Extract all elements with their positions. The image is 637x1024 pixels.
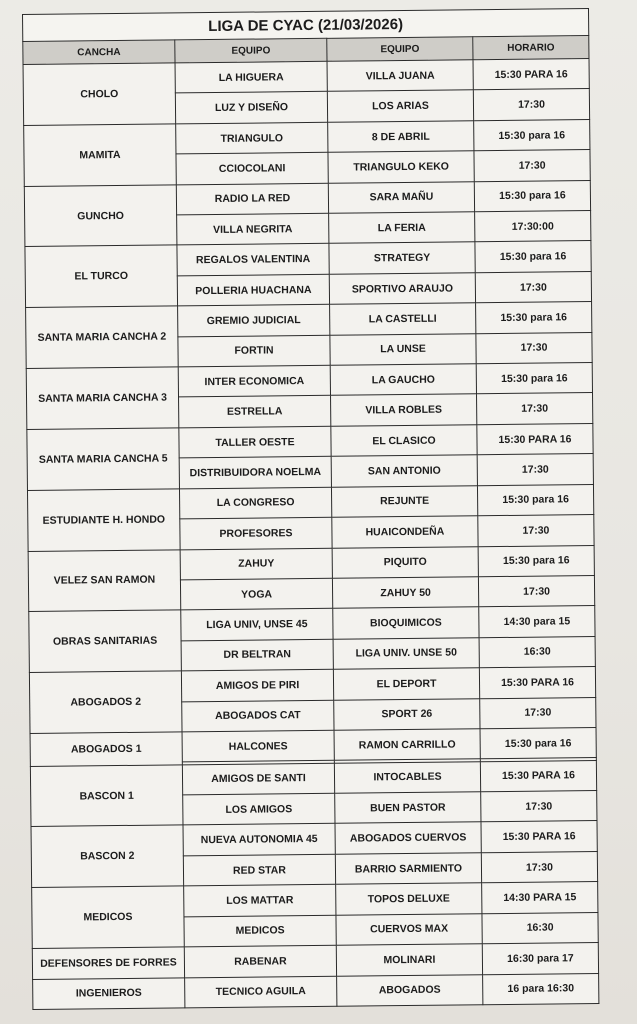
- equipo-away-cell: VILLA ROBLES: [331, 394, 477, 426]
- equipo-away-cell: BIOQUIMICOS: [333, 607, 479, 639]
- cancha-cell: SANTA MARIA CANCHA 3: [26, 367, 179, 429]
- equipo-home-cell: LUZ Y DISEÑO: [175, 92, 327, 124]
- equipo-home-cell: RABENAR: [184, 945, 336, 977]
- equipo-away-cell: SPORT 26: [334, 698, 480, 730]
- horario-cell: 15:30 para 16: [475, 241, 591, 273]
- horario-cell: 17:30: [475, 271, 591, 303]
- equipo-away-cell: LOS ARIAS: [327, 90, 473, 122]
- cancha-cell: VELEZ SAN RAMON: [28, 549, 181, 611]
- cancha-cell: BASCON 2: [31, 825, 184, 887]
- cancha-cell: SANTA MARIA CANCHA 2: [26, 306, 179, 368]
- header-horario: HORARIO: [473, 36, 589, 60]
- equipo-away-cell: CUERVOS MAX: [336, 913, 482, 945]
- equipo-away-cell: MOLINARI: [336, 944, 482, 976]
- cancha-cell: ABOGADOS 2: [29, 671, 182, 733]
- equipo-home-cell: YOGA: [180, 578, 332, 610]
- equipo-home-cell: ZAHUY: [180, 548, 332, 580]
- equipo-home-cell: ESTRELLA: [179, 396, 331, 428]
- equipo-home-cell: AMIGOS DE PIRI: [181, 669, 333, 701]
- horario-cell: 16:30: [482, 912, 598, 944]
- equipo-away-cell: BARRIO SARMIENTO: [335, 853, 481, 885]
- document-title: LIGA DE CYAC (21/03/2026): [23, 9, 589, 42]
- horario-cell: 15:30 para 16: [474, 180, 590, 212]
- cancha-cell: SANTA MARIA CANCHA 5: [27, 428, 180, 490]
- cancha-cell: MEDICOS: [32, 886, 185, 948]
- horario-cell: 14:30 para 15: [479, 606, 595, 638]
- equipo-home-cell: LA HIGUERA: [175, 61, 327, 93]
- equipo-away-cell: TRIANGULO KEKO: [328, 151, 474, 183]
- equipo-home-cell: AMIGOS DE SANTI: [182, 763, 334, 795]
- horario-cell: 17:30: [476, 332, 592, 364]
- equipo-home-cell: TALLER OESTE: [179, 426, 331, 458]
- equipo-home-cell: LOS MATTAR: [184, 885, 336, 917]
- equipo-away-cell: SAN ANTONIO: [331, 455, 477, 487]
- equipo-away-cell: HUAICONDEÑA: [332, 516, 478, 548]
- equipo-away-cell: LA CASTELLI: [330, 303, 476, 335]
- horario-cell: 15:30 PARA 16: [479, 667, 595, 699]
- table-row: [33, 973, 599, 1009]
- equipo-away-cell: STRATEGY: [329, 242, 475, 274]
- cancha-cell: ESTUDIANTE H. HONDO: [27, 489, 180, 551]
- equipo-home-cell: FORTIN: [178, 335, 330, 367]
- horario-cell: 15:30 para 16: [474, 119, 590, 151]
- schedule-table: [22, 8, 599, 1010]
- equipo-home-cell: LOS AMIGOS: [183, 793, 335, 825]
- horario-cell: 16:30: [479, 636, 595, 668]
- equipo-away-cell: ABOGADOS: [337, 974, 483, 1006]
- horario-cell: 17:30:00: [475, 211, 591, 243]
- equipo-home-cell: VILLA NEGRITA: [177, 213, 329, 245]
- equipo-home-cell: NUEVA AUTONOMIA 45: [183, 824, 335, 856]
- equipo-away-cell: REJUNTE: [331, 485, 477, 517]
- horario-cell: 15:30 PARA 16: [481, 821, 597, 853]
- cancha-cell: DEFENSORES DE FORRES: [32, 947, 184, 979]
- cancha-cell: ABOGADOS 1: [30, 732, 182, 766]
- equipo-away-cell: LA GAUCHO: [330, 364, 476, 396]
- equipo-away-cell: SARA MAÑU: [328, 181, 474, 213]
- cancha-cell: BASCON 1: [30, 765, 183, 827]
- header-cancha: CANCHA: [23, 40, 175, 65]
- horario-cell: 15:30 PARA 16: [473, 59, 589, 91]
- equipo-away-cell: PIQUITO: [332, 546, 478, 578]
- equipo-away-cell: ZAHUY 50: [332, 577, 478, 609]
- horario-cell: 15:30 para 16: [476, 363, 592, 395]
- horario-cell: 15:30 para 16: [480, 727, 596, 759]
- equipo-away-cell: RAMON CARRILLO: [334, 729, 480, 761]
- cancha-cell: GUNCHO: [24, 185, 177, 247]
- equipo-home-cell: MEDICOS: [184, 915, 336, 947]
- horario-cell: 17:30: [473, 89, 589, 121]
- equipo-home-cell: TECNICO AGUILA: [185, 976, 337, 1008]
- equipo-home-cell: LA CONGRESO: [179, 487, 331, 519]
- horario-cell: 14:30 PARA 15: [482, 882, 598, 914]
- horario-cell: 16:30 para 17: [482, 943, 598, 975]
- header-equipo-2: EQUIPO: [327, 37, 473, 62]
- schedule-body: [23, 59, 599, 1010]
- equipo-away-cell: TOPOS DELUXE: [336, 883, 482, 915]
- horario-cell: 17:30: [474, 150, 590, 182]
- cancha-cell: CHOLO: [23, 63, 176, 125]
- horario-cell: 16 para 16:30: [483, 973, 599, 1005]
- horario-cell: 17:30: [478, 515, 594, 547]
- horario-cell: 17:30: [477, 454, 593, 486]
- header-equipo-1: EQUIPO: [175, 38, 327, 63]
- equipo-away-cell: SPORTIVO ARAUJO: [329, 273, 475, 305]
- equipo-home-cell: GREMIO JUDICIAL: [178, 305, 330, 337]
- cancha-cell: MAMITA: [24, 124, 177, 186]
- cancha-cell: EL TURCO: [25, 245, 178, 307]
- equipo-home-cell: CCIOCOLANI: [176, 153, 328, 185]
- equipo-home-cell: INTER ECONOMICA: [178, 365, 330, 397]
- equipo-away-cell: 8 DE ABRIL: [328, 121, 474, 153]
- cancha-cell: INGENIEROS: [33, 977, 185, 1009]
- equipo-home-cell: RADIO LA RED: [176, 183, 328, 215]
- horario-cell: 15:30 PARA 16: [477, 423, 593, 455]
- equipo-away-cell: EL DEPORT: [333, 668, 479, 700]
- schedule-sheet: [22, 8, 598, 1010]
- horario-cell: 15:30 para 16: [476, 302, 592, 334]
- horario-cell: 17:30: [477, 393, 593, 425]
- horario-cell: 17:30: [481, 791, 597, 823]
- equipo-away-cell: INTOCABLES: [334, 761, 480, 793]
- equipo-away-cell: LA UNSE: [330, 333, 476, 365]
- equipo-away-cell: LA FERIA: [329, 212, 475, 244]
- equipo-home-cell: DISTRIBUIDORA NOELMA: [179, 457, 331, 489]
- equipo-home-cell: LIGA UNIV, UNSE 45: [181, 609, 333, 641]
- equipo-home-cell: DR BELTRAN: [181, 639, 333, 671]
- equipo-home-cell: PROFESORES: [180, 517, 332, 549]
- horario-cell: 17:30: [480, 697, 596, 729]
- equipo-home-cell: POLLERIA HUACHANA: [177, 274, 329, 306]
- cancha-cell: OBRAS SANITARIAS: [29, 610, 182, 672]
- equipo-away-cell: ABOGADOS CUERVOS: [335, 822, 481, 854]
- equipo-home-cell: RED STAR: [183, 854, 335, 886]
- horario-cell: 15:30 PARA 16: [480, 760, 596, 792]
- equipo-away-cell: LIGA UNIV. UNSE 50: [333, 637, 479, 669]
- equipo-away-cell: EL CLASICO: [331, 425, 477, 457]
- horario-cell: 15:30 para 16: [478, 545, 594, 577]
- equipo-home-cell: ABOGADOS CAT: [182, 700, 334, 732]
- horario-cell: 15:30 para 16: [477, 484, 593, 516]
- equipo-away-cell: BUEN PASTOR: [335, 792, 481, 824]
- equipo-home-cell: HALCONES: [182, 730, 334, 762]
- equipo-away-cell: VILLA JUANA: [327, 60, 473, 92]
- equipo-home-cell: REGALOS VALENTINA: [177, 244, 329, 276]
- horario-cell: 17:30: [481, 851, 597, 883]
- horario-cell: 17:30: [478, 575, 594, 607]
- equipo-home-cell: TRIANGULO: [176, 122, 328, 154]
